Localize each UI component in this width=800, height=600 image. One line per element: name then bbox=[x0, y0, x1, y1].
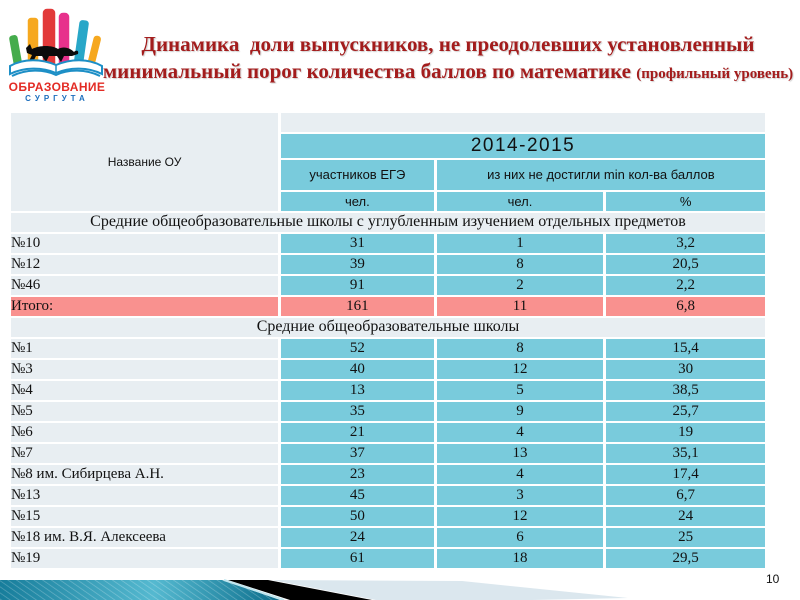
col-header-name: Название ОУ bbox=[11, 113, 278, 211]
cell-percent: 2,2 bbox=[606, 276, 765, 295]
table-row bbox=[11, 423, 765, 442]
table-row bbox=[11, 444, 765, 463]
table-row bbox=[11, 465, 765, 484]
cell-participants: 91 bbox=[281, 276, 434, 295]
header-empty-strip bbox=[281, 113, 765, 132]
cell-participants: 31 bbox=[281, 234, 434, 253]
cell-failed: 1 bbox=[437, 234, 604, 253]
title-line-2 bbox=[98, 58, 798, 85]
cell-participants: 50 bbox=[281, 507, 434, 526]
table-row bbox=[11, 402, 765, 421]
cell-percent: 29,5 bbox=[606, 549, 765, 568]
table-row bbox=[11, 339, 765, 358]
cell-percent: 17,4 bbox=[606, 465, 765, 484]
cell-participants: 161 bbox=[281, 297, 434, 316]
cell-participants: 45 bbox=[281, 486, 434, 505]
cell-participants: 39 bbox=[281, 255, 434, 274]
cell-name: №12 bbox=[11, 255, 278, 274]
cell-failed: 12 bbox=[437, 360, 604, 379]
cell-participants: 13 bbox=[281, 381, 434, 400]
cell-failed: 8 bbox=[437, 339, 604, 358]
section-header-row bbox=[11, 318, 765, 337]
cell-percent: 25 bbox=[606, 528, 765, 547]
page-number: 10 bbox=[766, 572, 780, 586]
table-row bbox=[11, 549, 765, 568]
total-row bbox=[11, 297, 765, 316]
title-suffix: (профильный уровень) bbox=[636, 65, 794, 82]
logo-graphic bbox=[6, 4, 106, 82]
logo bbox=[6, 4, 108, 108]
cell-name: №6 bbox=[11, 423, 278, 442]
col-header-not-reached: из них не достигли min кол-ва баллов bbox=[437, 160, 765, 190]
cell-failed: 4 bbox=[437, 423, 604, 442]
cell-name: №7 bbox=[11, 444, 278, 463]
cell-failed: 6 bbox=[437, 528, 604, 547]
logo-subtitle: СУРГУТА bbox=[25, 94, 89, 103]
cell-percent: 24 bbox=[606, 507, 765, 526]
cell-failed: 13 bbox=[437, 444, 604, 463]
table-row bbox=[11, 360, 765, 379]
cell-name: №13 bbox=[11, 486, 278, 505]
slide-title bbox=[98, 31, 798, 85]
logo-title: ОБРАЗОВАНИЕ bbox=[8, 80, 106, 94]
cell-name: №10 bbox=[11, 234, 278, 253]
cell-failed: 8 bbox=[437, 255, 604, 274]
cell-participants: 24 bbox=[281, 528, 434, 547]
cell-percent: 6,8 bbox=[606, 297, 765, 316]
cell-failed: 9 bbox=[437, 402, 604, 421]
cell-participants: 37 bbox=[281, 444, 434, 463]
cell-failed: 11 bbox=[437, 297, 604, 316]
table-row bbox=[11, 486, 765, 505]
cell-failed: 2 bbox=[437, 276, 604, 295]
table-row bbox=[11, 528, 765, 547]
table-row bbox=[11, 234, 765, 253]
cell-failed: 18 bbox=[437, 549, 604, 568]
section-header: Средние общеобразовательные школы с углубленным изучением отдельных предметов bbox=[11, 213, 765, 232]
footer-decoration bbox=[0, 575, 800, 600]
col-header-participants: участников ЕГЭ bbox=[281, 160, 434, 190]
cell-percent: 20,5 bbox=[606, 255, 765, 274]
col-header-unit-people-2: чел. bbox=[437, 192, 604, 211]
cell-participants: 21 bbox=[281, 423, 434, 442]
cell-name: №4 bbox=[11, 381, 278, 400]
results-table bbox=[8, 111, 768, 570]
table-row bbox=[11, 255, 765, 274]
section-header-row bbox=[11, 213, 765, 232]
cell-failed: 5 bbox=[437, 381, 604, 400]
cell-name: №3 bbox=[11, 360, 278, 379]
cell-failed: 3 bbox=[437, 486, 604, 505]
cell-percent: 6,7 bbox=[606, 486, 765, 505]
section-header: Средние общеобразовательные школы bbox=[11, 318, 765, 337]
cell-name: №8 им. Сибирцева А.Н. bbox=[11, 465, 278, 484]
col-header-unit-percent: % bbox=[606, 192, 765, 211]
cell-percent: 25,7 bbox=[606, 402, 765, 421]
cell-participants: 23 bbox=[281, 465, 434, 484]
cell-percent: 30 bbox=[606, 360, 765, 379]
cell-percent: 15,4 bbox=[606, 339, 765, 358]
header-strip-row bbox=[11, 113, 765, 132]
cell-participants: 61 bbox=[281, 549, 434, 568]
cell-name: №1 bbox=[11, 339, 278, 358]
cell-failed: 12 bbox=[437, 507, 604, 526]
cell-percent: 38,5 bbox=[606, 381, 765, 400]
cell-participants: 35 bbox=[281, 402, 434, 421]
title-line-1: Динамика доли выпускников, не преодолевших установленный bbox=[141, 32, 755, 56]
cell-failed: 4 bbox=[437, 465, 604, 484]
cell-name: №19 bbox=[11, 549, 278, 568]
cell-percent: 35,1 bbox=[606, 444, 765, 463]
table-row bbox=[11, 381, 765, 400]
cell-name: Итого: bbox=[11, 297, 278, 316]
cell-name: №15 bbox=[11, 507, 278, 526]
table-row bbox=[11, 276, 765, 295]
cell-percent: 19 bbox=[606, 423, 765, 442]
cell-name: №5 bbox=[11, 402, 278, 421]
cell-participants: 52 bbox=[281, 339, 434, 358]
col-header-unit-people-1: чел. bbox=[281, 192, 434, 211]
cell-name: №46 bbox=[11, 276, 278, 295]
cell-percent: 3,2 bbox=[606, 234, 765, 253]
table-row bbox=[11, 507, 765, 526]
title-line-2-main: минимальный порог количества баллов по математике bbox=[102, 58, 631, 83]
col-header-year: 2014-2015 bbox=[281, 134, 765, 158]
cell-name: №18 им. В.Я. Алексеева bbox=[11, 528, 278, 547]
cell-participants: 40 bbox=[281, 360, 434, 379]
